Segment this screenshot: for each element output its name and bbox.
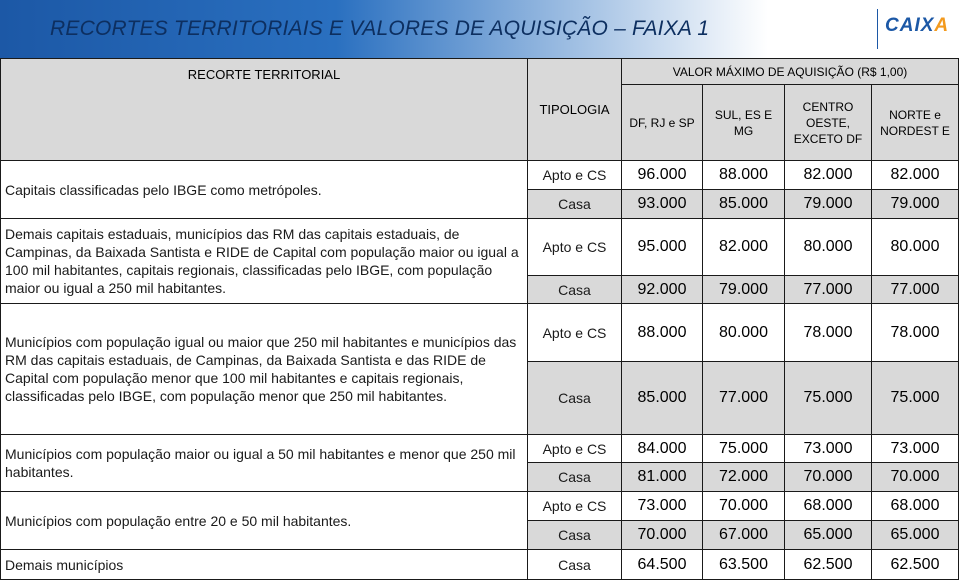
logo-divider (877, 9, 878, 49)
value-cell: 68.000 (785, 492, 872, 521)
value-cell: 82.000 (872, 161, 959, 190)
page-title: RECORTES TERRITORIAIS E VALORES DE AQUISIÇÃO – FAIXA 1 (50, 17, 710, 40)
value-cell: 82.000 (785, 161, 872, 190)
value-cell: 80.000 (703, 304, 785, 362)
value-cell: 75.000 (785, 362, 872, 435)
value-cell: 70.000 (622, 521, 703, 550)
header-region-1: SUL, ES E MG (703, 85, 785, 161)
value-cell: 81.000 (622, 463, 703, 492)
value-cell: 70.000 (785, 463, 872, 492)
recorte-cell: Capitais classificadas pelo IBGE como metrópoles. (1, 161, 528, 219)
tipologia-cell: Apto e CS (528, 435, 622, 463)
value-cell: 72.000 (703, 463, 785, 492)
value-cell: 73.000 (872, 435, 959, 463)
table-row (1, 550, 959, 580)
value-cell: 79.000 (703, 276, 785, 304)
caixa-logo: CAIXA (885, 15, 950, 36)
value-cell: 93.000 (622, 190, 703, 219)
value-cell: 73.000 (622, 492, 703, 521)
header-region-2: CENTRO OESTE, EXCETO DF (785, 85, 872, 161)
tipologia-cell: Casa (528, 190, 622, 219)
value-cell: 85.000 (622, 362, 703, 435)
recorte-cell: Municípios com população entre 20 e 50 mil habitantes. (1, 492, 528, 550)
value-cell: 78.000 (872, 304, 959, 362)
value-cell: 77.000 (703, 362, 785, 435)
value-cell: 79.000 (785, 190, 872, 219)
table-row (1, 435, 959, 463)
value-cell: 96.000 (622, 161, 703, 190)
header-recorte: RECORTE TERRITORIAL (1, 59, 528, 161)
value-cell: 82.000 (703, 219, 785, 276)
value-cell: 75.000 (872, 362, 959, 435)
value-cell: 65.000 (872, 521, 959, 550)
tipologia-cell: Casa (528, 276, 622, 304)
value-cell: 70.000 (872, 463, 959, 492)
value-cell: 77.000 (872, 276, 959, 304)
value-cell: 84.000 (622, 435, 703, 463)
tipologia-cell: Casa (528, 362, 622, 435)
value-cell: 62.500 (785, 550, 872, 580)
value-cell: 67.000 (703, 521, 785, 550)
table-row (1, 304, 959, 362)
header-region-0: DF, RJ e SP (622, 85, 703, 161)
tipologia-cell: Apto e CS (528, 161, 622, 190)
header-valor-maximo: VALOR MÁXIMO DE AQUISIÇÃO (R$ 1,00) (622, 59, 959, 85)
value-cell: 62.500 (872, 550, 959, 580)
recorte-cell: Municípios com população igual ou maior que 250 mil habitantes e municípios das RM das capitais estaduais, de Campinas, da Baixada Santista e das RIDE de Capital com população menor que 100 mil habitantes e capitais regionais, classificadas pelo IBGE, com população menor que 250 mil habitantes. (1, 304, 528, 435)
value-cell: 68.000 (872, 492, 959, 521)
tipologia-cell: Casa (528, 521, 622, 550)
tipologia-cell: Casa (528, 550, 622, 580)
header-tipologia: TIPOLOGIA (528, 59, 622, 161)
tipologia-cell: Apto e CS (528, 492, 622, 521)
value-cell: 92.000 (622, 276, 703, 304)
value-cell: 85.000 (703, 190, 785, 219)
acquisition-values-table (0, 58, 959, 580)
value-cell: 64.500 (622, 550, 703, 580)
value-cell: 88.000 (703, 161, 785, 190)
value-cell: 88.000 (622, 304, 703, 362)
header-region-3: NORTE e NORDEST E (872, 85, 959, 161)
value-cell: 79.000 (872, 190, 959, 219)
tipologia-cell: Apto e CS (528, 219, 622, 276)
value-cell: 65.000 (785, 521, 872, 550)
title-bar (0, 0, 960, 58)
value-cell: 75.000 (703, 435, 785, 463)
table-row (1, 219, 959, 276)
recorte-cell: Municípios com população maior ou igual a 50 mil habitantes e menor que 250 mil habitantes. (1, 435, 528, 492)
value-cell: 63.500 (703, 550, 785, 580)
value-cell: 80.000 (785, 219, 872, 276)
recorte-cell: Demais capitais estaduais, municípios das RM das capitais estaduais, de Campinas, da Baixada Santista e RIDE de Capital com população maior ou igual a 100 mil habitantes, capitais regionais, classificadas pelo IBGE, com população maior ou igual a 250 mil habitantes. (1, 219, 528, 304)
value-cell: 73.000 (785, 435, 872, 463)
tipologia-cell: Casa (528, 463, 622, 492)
value-cell: 78.000 (785, 304, 872, 362)
value-cell: 95.000 (622, 219, 703, 276)
table-row (1, 492, 959, 521)
value-cell: 70.000 (703, 492, 785, 521)
tipologia-cell: Apto e CS (528, 304, 622, 362)
recorte-cell: Demais municípios (1, 550, 528, 580)
table-row (1, 161, 959, 190)
value-cell: 77.000 (785, 276, 872, 304)
value-cell: 80.000 (872, 219, 959, 276)
